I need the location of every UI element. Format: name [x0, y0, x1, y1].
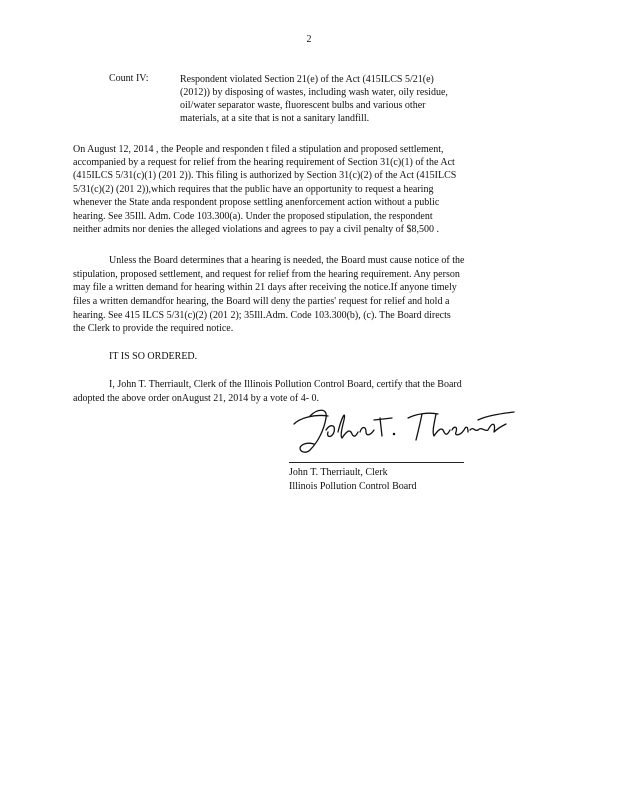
- paragraph-1-line: On August 12, 2014 , the People and responden t filed a stipulation and proposed settlement,: [73, 144, 444, 155]
- paragraph-2-line: files a written demandfor hearing, the Board will deny the parties' request for relief and hold a: [73, 296, 450, 307]
- count-iv-line: materials, at a site that is not a sanitary landfill.: [180, 113, 370, 124]
- certification-line: I, John T. Therriault, Clerk of the Illinois Pollution Control Board, certify that the Board: [109, 379, 462, 390]
- paragraph-2-line: the Clerk to provide the required notice.: [73, 323, 234, 334]
- paragraph-1-line: (415ILCS 5/31(c)(1) (201 2)). This filing is authorized by Section 31(c)(2) of the Act (415ILCS: [73, 170, 457, 181]
- ordered-statement: IT IS SO ORDERED.: [109, 351, 198, 362]
- signer-title: Illinois Pollution Control Board: [289, 481, 417, 492]
- paragraph-1-line: whenever the State anda respondent propose settling anenforcement action without a public: [73, 197, 440, 208]
- paragraph-1-line: neither admits nor denies the alleged violations and agrees to pay a civil penalty of $8,500 .: [73, 224, 440, 235]
- paragraph-1-line: 5/31(c)(2) (201 2)),which requires that the public have an opportunity to request a hearing: [73, 184, 434, 195]
- paragraph-2-line: stipulation, proposed settlement, and request for relief from the hearing requirement. Any person: [73, 269, 460, 280]
- signature-line: [289, 462, 464, 463]
- count-iv-line: (2012)) by disposing of wastes, including wash water, oily residue,: [180, 87, 448, 98]
- page-number: 2: [306, 34, 312, 45]
- paragraph-2-line: may file a written demand for hearing within 21 days after receiving the notice.If anyone timely: [73, 282, 457, 293]
- paragraph-1-line: hearing. See 35Ill. Adm. Code 103.300(a). Under the proposed stipulation, the respondent: [73, 211, 433, 222]
- handwritten-signature: [288, 402, 518, 458]
- count-iv-line: oil/water separator waste, fluorescent bulbs and various other: [180, 100, 426, 111]
- paragraph-2-line: hearing. See 415 ILCS 5/31(c)(2) (201 2); 35Ill.Adm. Code 103.300(b), (c). The Board directs: [73, 310, 451, 321]
- signer-name: John T. Therriault, Clerk: [289, 467, 388, 478]
- count-iv-line: Respondent violated Section 21(e) of the Act (415ILCS 5/21(e): [180, 74, 434, 85]
- paragraph-2-line: Unless the Board determines that a hearing is needed, the Board must cause notice of the: [109, 255, 465, 266]
- paragraph-1-line: accompanied by a request for relief from the hearing requirement of Section 31(c)(1) of the Act: [73, 157, 455, 168]
- count-iv-label: Count IV:: [109, 73, 149, 84]
- certification-line: adopted the above order onAugust 21, 2014 by a vote of 4- 0.: [73, 393, 320, 404]
